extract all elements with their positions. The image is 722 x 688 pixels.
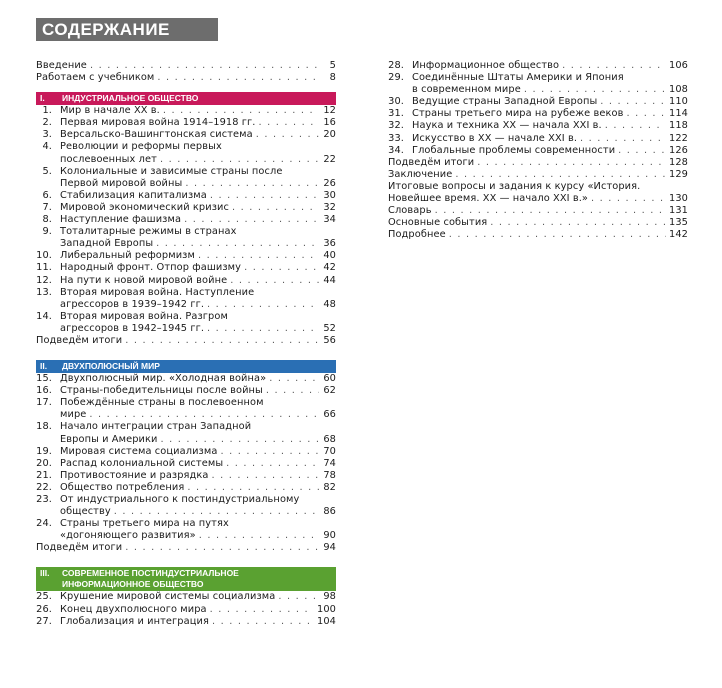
toc-entry[interactable] <box>388 157 688 169</box>
entry-number: 28. <box>388 60 404 71</box>
entry-title: Итоговые вопросы и задания к курсу «История. <box>388 180 641 192</box>
toc-entry[interactable] <box>36 129 336 141</box>
entry-number: 29. <box>388 72 404 84</box>
page-number: 52 <box>323 322 336 334</box>
leader-dots <box>156 238 319 250</box>
entry-title: Наступление фашизма <box>60 214 182 226</box>
section-header <box>36 360 336 373</box>
page-number: 12 <box>323 105 336 117</box>
toc-entry[interactable] <box>388 181 688 205</box>
entry-title: От индустриального к постиндустриальному <box>60 494 300 505</box>
page-number: 129 <box>669 168 688 180</box>
leader-dots <box>232 202 319 214</box>
entry-title: Распад колониальной системы <box>60 457 224 469</box>
entry-number: 6. <box>42 189 52 201</box>
page-number: 86 <box>323 506 336 518</box>
page-number: 56 <box>323 334 336 346</box>
toc-entry[interactable] <box>388 120 688 132</box>
leader-dots <box>160 154 319 166</box>
leader-dots <box>185 178 319 190</box>
entry-title: Страны третьего мира на путях <box>60 518 229 530</box>
entry-title: Двухполюсный мир. «Холодная война» <box>60 373 267 385</box>
page-number: 62 <box>323 385 336 397</box>
leader-dots <box>627 108 667 120</box>
entry-title: Подведём итоги <box>388 156 475 168</box>
leader-dots <box>212 616 314 628</box>
entry-title: Ведущие страны Западной Европы <box>412 96 598 108</box>
leader-dots <box>562 60 666 72</box>
toc-entry[interactable] <box>388 169 688 181</box>
entry-title: Тоталитарные режимы в странах <box>60 226 237 238</box>
entry-title: Первой мировой войны <box>60 177 183 189</box>
toc-entry[interactable] <box>36 421 336 445</box>
toc-entry[interactable] <box>36 518 336 542</box>
entry-title: Стабилизация капитализма <box>60 189 207 201</box>
leader-dots <box>125 542 319 554</box>
leader-dots <box>198 250 319 262</box>
toc-entry[interactable] <box>36 72 336 84</box>
entry-title: Мировая система социализма <box>60 445 218 457</box>
entry-title: Общество потребления <box>60 481 185 493</box>
entry-title: Колониальные и зависимые страны после <box>60 165 283 177</box>
page-number: 44 <box>323 274 336 286</box>
section-title: ДВУХПОЛЮСНЫЙ МИР <box>62 361 160 372</box>
page-number: 98 <box>323 591 336 603</box>
leader-dots <box>184 214 319 226</box>
entry-title: Европы и Америки <box>60 433 158 445</box>
entry-title: Побеждённые страны в послевоенном <box>60 397 264 409</box>
leader-dots <box>89 409 319 421</box>
entry-title: Мир в начале XX в. <box>60 105 160 117</box>
entry-number: 33. <box>388 132 404 144</box>
page-number: 34 <box>323 214 336 226</box>
section-header <box>36 92 336 105</box>
entry-number: 30. <box>388 96 404 108</box>
entry-number: 1. <box>42 105 52 117</box>
entry-number: 24. <box>36 518 52 530</box>
section-title: ИНДУСТРИАЛЬНОЕ ОБЩЕСТВО <box>62 93 199 104</box>
leader-dots <box>207 299 319 311</box>
page-number: 26 <box>323 177 336 189</box>
leader-dots <box>210 604 314 616</box>
section-number: I. <box>40 93 45 104</box>
page-title: СОДЕРЖАНИЕ <box>36 18 218 41</box>
entry-number: 19. <box>36 445 52 457</box>
leader-dots <box>244 262 319 274</box>
page-number: 60 <box>323 373 336 385</box>
toc-entry[interactable] <box>36 470 336 482</box>
page-number: 42 <box>323 262 336 274</box>
entry-title: Страны третьего мира на рубеже веков <box>412 108 624 120</box>
page-number: 108 <box>669 84 688 96</box>
entry-number: 17. <box>36 397 52 409</box>
toc-entry[interactable] <box>36 214 336 226</box>
entry-title: Глобальные проблемы современности <box>412 144 616 156</box>
entry-title: Подробнее <box>388 229 446 241</box>
entry-title: Крушение мировой системы социализма <box>60 591 276 603</box>
toc-entry[interactable] <box>388 72 688 96</box>
page-number: 70 <box>323 445 336 457</box>
entry-number: 12. <box>36 274 52 286</box>
entry-number: 2. <box>42 117 52 129</box>
leader-dots <box>210 190 319 202</box>
toc-right-column <box>388 60 688 241</box>
leader-dots <box>266 385 319 397</box>
leader-dots <box>605 120 666 132</box>
entry-number: 14. <box>36 310 52 322</box>
entry-title: обществу <box>60 506 111 518</box>
entry-title: Западной Европы <box>60 238 154 250</box>
entry-title: Версальско-Вашингтонская система <box>60 129 253 141</box>
leader-dots <box>207 323 319 335</box>
toc-entry[interactable] <box>36 202 336 214</box>
page-number: 32 <box>323 201 336 213</box>
leader-dots <box>490 217 666 229</box>
entry-number: 25. <box>36 591 52 603</box>
page-number: 22 <box>323 153 336 165</box>
toc-entry[interactable] <box>36 166 336 190</box>
entry-number: 27. <box>36 615 52 627</box>
page-number: 142 <box>669 229 688 241</box>
page-number: 135 <box>669 217 688 229</box>
leader-dots <box>524 84 666 96</box>
section-number: III. <box>40 568 50 579</box>
entry-number: 21. <box>36 469 52 481</box>
summary-entry[interactable] <box>36 542 336 554</box>
toc-entry[interactable] <box>388 145 688 157</box>
toc-entry[interactable] <box>388 217 688 229</box>
page-number: 110 <box>669 96 688 108</box>
leader-dots <box>269 373 319 385</box>
entry-number: 34. <box>388 144 404 156</box>
section-title: ИНФОРМАЦИОННОЕ ОБЩЕСТВО <box>62 579 204 590</box>
leader-dots <box>477 157 666 169</box>
leader-dots <box>157 72 319 84</box>
entry-title: Словарь <box>388 205 432 217</box>
entry-title: мире <box>60 409 87 421</box>
entry-number: 16. <box>36 385 52 397</box>
leader-dots <box>212 470 319 482</box>
page-number: 82 <box>323 481 336 493</box>
entry-title: Введение <box>36 60 87 71</box>
toc-entry[interactable] <box>388 205 688 217</box>
toc-entry[interactable] <box>36 105 336 117</box>
leader-dots <box>161 434 319 446</box>
entry-number: 20. <box>36 457 52 469</box>
toc-entry[interactable] <box>388 60 688 72</box>
page-number: 20 <box>323 129 336 141</box>
toc-entry[interactable] <box>36 482 336 494</box>
entry-title: Революции и реформы первых <box>60 141 222 153</box>
leader-dots <box>125 335 319 347</box>
entry-title: Информационное общество <box>412 60 560 71</box>
page-number: 48 <box>323 298 336 310</box>
leader-dots <box>90 60 319 72</box>
entry-number: 4. <box>42 141 52 153</box>
leader-dots <box>580 133 666 145</box>
entry-number: 15. <box>36 373 52 385</box>
summary-entry[interactable] <box>36 335 336 347</box>
entry-title: Новейшее время. XX — начало XXI в.» <box>388 193 589 205</box>
page-number: 30 <box>323 189 336 201</box>
entry-title: «догоняющего развития» <box>60 530 196 542</box>
toc-entry[interactable] <box>36 226 336 250</box>
leader-dots <box>600 96 666 108</box>
entry-title: Искусство в XX — начале XXI в. <box>412 132 578 144</box>
leader-dots <box>230 275 319 287</box>
toc-entry[interactable] <box>36 446 336 458</box>
leader-dots <box>199 530 319 542</box>
entry-number: 26. <box>36 603 52 615</box>
page-number: 90 <box>323 530 336 542</box>
entry-title: Работаем с учебником <box>36 72 155 84</box>
toc-entry[interactable] <box>388 229 688 241</box>
page-number: 104 <box>317 615 336 627</box>
page-number: 130 <box>669 193 688 205</box>
entry-title: в современном мире <box>412 84 521 96</box>
leader-dots <box>591 193 666 205</box>
entry-number: 22. <box>36 481 52 493</box>
entry-title: агрессоров в 1939–1942 гг. <box>60 298 205 310</box>
leader-dots <box>455 169 666 181</box>
page-number: 122 <box>669 132 688 144</box>
toc-entry[interactable] <box>36 60 336 72</box>
toc-entry[interactable] <box>36 141 336 165</box>
entry-title: Страны-победительницы после войны <box>60 385 263 397</box>
page-number: 36 <box>323 238 336 250</box>
toc-entry[interactable] <box>36 616 336 628</box>
leader-dots <box>449 229 666 241</box>
toc-entry[interactable] <box>36 385 336 397</box>
entry-number: 11. <box>36 262 52 274</box>
entry-title: Либеральный реформизм <box>60 250 195 262</box>
page-number: 74 <box>323 457 336 469</box>
page-number: 5 <box>329 60 336 71</box>
leader-dots <box>163 105 319 117</box>
entry-number: 10. <box>36 250 52 262</box>
page-number: 126 <box>669 144 688 156</box>
page-number: 40 <box>323 250 336 262</box>
page-number: 78 <box>323 469 336 481</box>
toc-entry[interactable] <box>36 250 336 262</box>
leader-dots <box>226 458 319 470</box>
entry-title: Мировой экономический кризис <box>60 201 229 213</box>
section-header <box>36 567 336 591</box>
leader-dots <box>114 506 319 518</box>
page-number: 131 <box>669 205 688 217</box>
entry-number: 23. <box>36 494 52 505</box>
leader-dots <box>220 446 319 458</box>
page-number: 118 <box>669 120 688 132</box>
page-number: 8 <box>329 72 336 84</box>
page-number: 106 <box>669 60 688 71</box>
toc-entry[interactable] <box>36 287 336 311</box>
page-number: 16 <box>323 117 336 129</box>
leader-dots <box>618 145 666 157</box>
entry-number: 5. <box>42 165 52 177</box>
toc-entry[interactable] <box>36 275 336 287</box>
toc-entry[interactable] <box>36 494 336 518</box>
entry-number: 9. <box>42 226 52 238</box>
entry-title: Соединённые Штаты Америки и Япония <box>412 72 624 84</box>
entry-title: Основные события <box>388 217 488 229</box>
entry-title: Противостояние и разрядка <box>60 469 209 481</box>
entry-title: На пути к новой мировой войне <box>60 274 228 286</box>
entry-title: Подведём итоги <box>36 334 123 346</box>
leader-dots <box>259 117 320 129</box>
section-number: II. <box>40 361 48 372</box>
entry-title: Вторая мировая война. Наступление <box>60 286 255 298</box>
entry-number: 13. <box>36 286 52 298</box>
leader-dots <box>256 129 319 141</box>
toc-left-column <box>36 60 336 628</box>
toc-entry[interactable] <box>36 190 336 202</box>
toc-entry[interactable] <box>388 96 688 108</box>
entry-title: агрессоров в 1942–1945 гг. <box>60 322 205 334</box>
toc-entry[interactable] <box>36 397 336 421</box>
entry-title: Подведём итоги <box>36 542 123 554</box>
toc-entry[interactable] <box>36 262 336 274</box>
toc-entry[interactable] <box>36 117 336 129</box>
leader-dots <box>435 205 666 217</box>
entry-title: Заключение <box>388 168 453 180</box>
toc-entry[interactable] <box>388 108 688 120</box>
toc-entry[interactable] <box>36 458 336 470</box>
page-number: 114 <box>669 108 688 120</box>
entry-number: 8. <box>42 214 52 226</box>
entry-title: Первая мировая война 1914–1918 гг. <box>60 117 256 129</box>
leader-dots <box>278 591 319 603</box>
leader-dots <box>187 482 319 494</box>
toc-entry[interactable] <box>388 133 688 145</box>
toc-entry[interactable] <box>36 604 336 616</box>
entry-title: Народный фронт. Отпор фашизму <box>60 262 242 274</box>
entry-title: Конец двухполюсного мира <box>60 603 207 615</box>
entry-title: Начало интеграции стран Западной <box>60 421 252 433</box>
section-title: СОВРЕМЕННОЕ ПОСТИНДУСТРИАЛЬНОЕ <box>62 568 239 579</box>
entry-title: Вторая мировая война. Разгром <box>60 310 228 322</box>
entry-number: 7. <box>42 201 52 213</box>
entry-title: послевоенных лет <box>60 153 157 165</box>
entry-number: 32. <box>388 120 404 132</box>
entry-number: 31. <box>388 108 404 120</box>
toc-entry[interactable] <box>36 311 336 335</box>
page-number: 128 <box>669 156 688 168</box>
entry-title: Наука и техника XX — начала XXI в. <box>412 120 602 132</box>
toc-entry[interactable] <box>36 591 336 603</box>
entry-number: 18. <box>36 421 52 433</box>
entry-title: Глобализация и интеграция <box>60 615 209 627</box>
page-number: 68 <box>323 433 336 445</box>
page-number: 100 <box>317 603 336 615</box>
entry-number: 3. <box>42 129 52 141</box>
page-number: 66 <box>323 409 336 421</box>
page-number: 94 <box>323 542 336 554</box>
toc-entry[interactable] <box>36 373 336 385</box>
